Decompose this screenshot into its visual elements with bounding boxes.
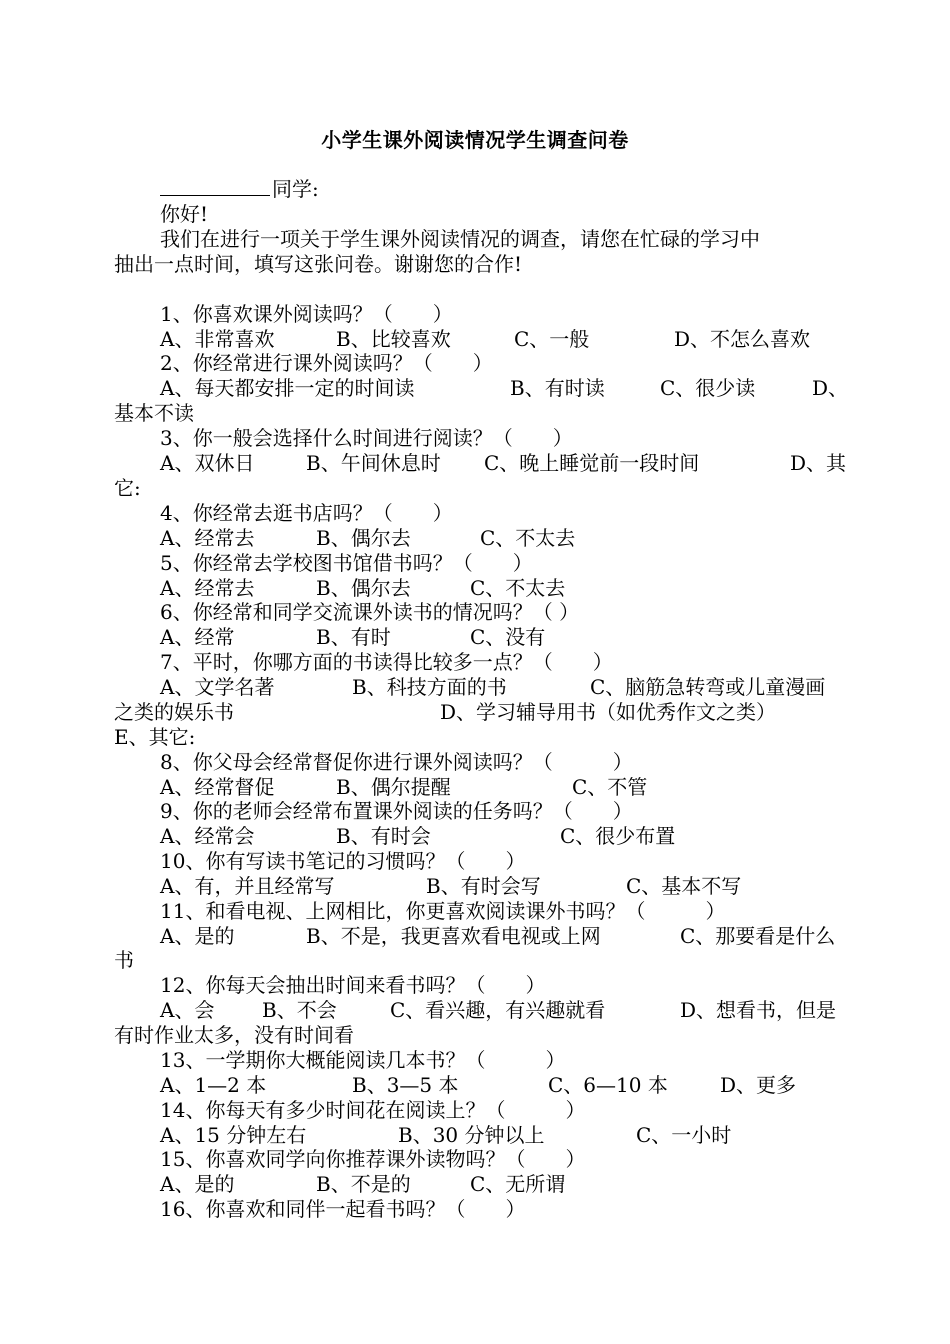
option-d[interactable]: D、更多 [720,1073,797,1097]
question-8-options [114,774,836,800]
question-2-options [114,375,849,401]
question-2-option-wrap [114,400,836,426]
option-c[interactable]: C、看兴趣，有兴趣就看 [390,998,606,1022]
option-c[interactable]: C、很少读 [660,376,756,400]
question-15: 15、你喜欢同学向你推荐课外读物吗？（ ） [160,1147,586,1171]
option-a[interactable]: A、经常去 [160,576,255,600]
option-wrap-text: 书 [114,948,134,972]
option-d[interactable]: D、想看书，但是 [680,998,837,1022]
option-a[interactable]: A、有，并且经常写 [160,874,335,898]
question-4: 4、你经常去逛书店吗？（ ） [160,501,453,525]
option-a[interactable]: A、15 分钟左右 [160,1123,307,1147]
option-a[interactable]: A、经常督促 [160,775,275,799]
question-6: 6、你经常和同学交流课外读书的情况吗？（ ） [160,600,580,624]
option-c[interactable]: C、晚上睡觉前一段时间 [484,451,700,475]
intro-line-2: 抽出一点时间，填写这张问卷。谢谢您的合作! [114,252,523,276]
option-b[interactable]: B、3—5 本 [352,1073,459,1097]
question-13-options [114,1072,836,1098]
question-3: 3、你一般会选择什么时间进行阅读？（ ） [160,426,573,450]
question-13: 13、一学期你大概能阅读几本书？（ ） [160,1048,566,1072]
option-b[interactable]: B、有时读 [510,376,605,400]
option-c[interactable]: C、一般 [514,327,590,351]
option-a[interactable]: A、经常会 [160,824,255,848]
question-3-option-wrap [114,475,836,501]
question-5: 5、你经常去学校图书馆借书吗？（ ） [160,551,533,575]
option-e[interactable]: E、其它: [114,725,196,749]
question-15-options [114,1171,836,1197]
option-b[interactable]: B、有时 [316,625,391,649]
question-9: 9、你的老师会经常布置课外阅读的任务吗？（ ） [160,799,633,823]
option-wrap-text: 基本不读 [114,401,194,425]
question-10-options [114,873,836,899]
option-a[interactable]: A、文学名著 [160,675,275,699]
greeting-line [114,176,882,202]
option-b[interactable]: B、偶尔提醒 [336,775,451,799]
option-b[interactable]: B、午间休息时 [306,451,441,475]
option-a[interactable]: A、1—2 本 [160,1073,267,1097]
option-b[interactable]: B、偶尔去 [316,526,411,550]
option-a[interactable]: A、是的 [160,1172,235,1196]
hello-line: 你好! [160,202,209,226]
option-c[interactable]: C、一小时 [636,1123,732,1147]
question-12-option-wrap [114,1022,836,1048]
option-c[interactable]: C、6—10 本 [548,1073,668,1097]
option-c[interactable]: C、那要看是什么 [680,924,836,948]
option-a[interactable]: A、双休日 [160,451,255,475]
option-c[interactable]: C、无所谓 [470,1172,566,1196]
question-9-options [114,823,836,849]
question-12-options [114,997,836,1023]
greeting-suffix: 同学: [272,177,319,201]
option-c[interactable]: C、不太去 [470,576,566,600]
option-b[interactable]: B、偶尔去 [316,576,411,600]
option-d[interactable]: D、其 [790,451,847,475]
option-a[interactable]: A、经常 [160,625,235,649]
option-b[interactable]: B、30 分钟以上 [398,1123,545,1147]
question-7-option-wrap [114,699,836,725]
option-a[interactable]: A、非常喜欢 [160,327,275,351]
question-8: 8、你父母会经常督促你进行课外阅读吗？（ ） [160,750,633,774]
option-b[interactable]: B、不会 [262,998,337,1022]
question-1-options [114,326,836,352]
question-1: 1、你喜欢课外阅读吗？（ ） [160,302,453,326]
question-11-options [114,923,836,949]
option-c[interactable]: C、不太去 [480,526,576,550]
question-4-options [114,525,836,551]
question-12: 12、你每天会抽出时间来看书吗？（ ） [160,973,546,997]
option-c[interactable]: C、基本不写 [626,874,742,898]
question-7: 7、平时，你哪方面的书读得比较多一点？（ ） [160,650,613,674]
question-11: 11、和看电视、上网相比，你更喜欢阅读课外书吗？（ ） [160,899,726,923]
option-wrap-text: 有时作业太多，没有时间看 [114,1023,354,1047]
option-a[interactable]: A、会 [160,998,215,1022]
option-b[interactable]: B、不是的 [316,1172,411,1196]
option-wrap-text: 它: [114,476,141,500]
question-7-options [114,674,836,700]
option-a[interactable]: A、是的 [160,924,235,948]
question-2: 2、你经常进行课外阅读吗？（ ） [160,351,493,375]
option-a[interactable]: A、经常去 [160,526,255,550]
question-3-options [114,450,847,476]
option-d[interactable]: D、不怎么喜欢 [674,327,811,351]
option-b[interactable]: B、不是，我更喜欢看电视或上网 [306,924,601,948]
option-c[interactable]: C、不管 [572,775,648,799]
question-16: 16、你喜欢和同伴一起看书吗？（ ） [160,1197,526,1221]
question-6-options [114,624,836,650]
option-b[interactable]: B、有时会写 [426,874,541,898]
option-a[interactable]: A、每天都安排一定的时间读 [160,376,415,400]
option-c[interactable]: C、很少布置 [560,824,676,848]
question-14-options [114,1122,836,1148]
option-c[interactable]: C、没有 [470,625,546,649]
question-5-options [114,575,836,601]
question-14: 14、你每天有多少时间花在阅读上？（ ） [160,1098,586,1122]
option-c[interactable]: C、脑筋急转弯或儿童漫画 [590,675,826,699]
question-10: 10、你有写读书笔记的习惯吗？（ ） [160,849,526,873]
question-11-option-wrap [114,947,836,973]
option-d[interactable]: D、 [812,376,849,400]
option-b[interactable]: B、科技方面的书 [352,675,507,699]
option-wrap-text: 之类的娱乐书 [114,700,234,724]
name-blank[interactable] [160,177,270,196]
page-title: 小学生课外阅读情况学生调查问卷 [321,128,629,152]
intro-line-1: 我们在进行一项关于学生课外阅读情况的调查，请您在忙碌的学习中 [160,227,760,251]
option-d[interactable]: D、学习辅导用书（如优秀作文之类） [440,700,777,724]
option-b[interactable]: B、有时会 [336,824,431,848]
option-b[interactable]: B、比较喜欢 [336,327,451,351]
